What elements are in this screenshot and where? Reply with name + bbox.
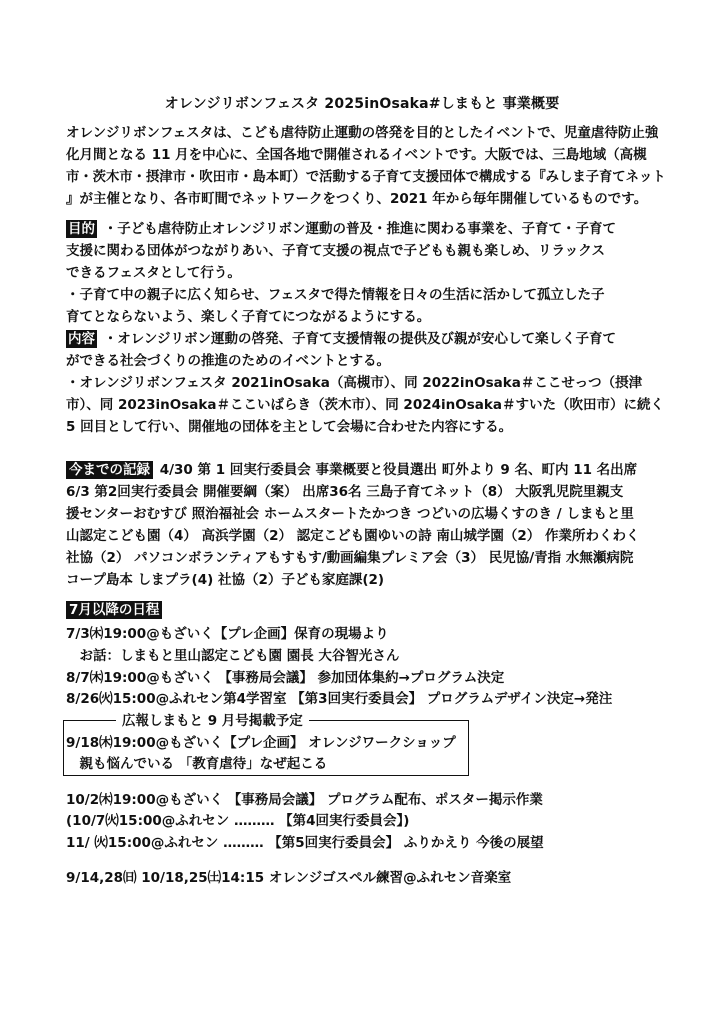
intro-line: オレンジリボンフェスタは、こども虐待防止運動の啓発を目的としたイベントで、児童虐待防止強 xyxy=(66,125,659,141)
records-line: 社協（2） パソコンボランティアもすもす/動画編集プレミア会（3） 民児協/青指 水無瀬病院 xyxy=(66,550,634,566)
purpose-label: 目的 xyxy=(68,221,95,237)
records-line: 6/3 第2回実行委員会 開催要綱（案） 出席36名 三島子育てネット（8） 大阪乳児院里親支 xyxy=(66,484,624,500)
notice-label: 広報しまもと 9 月号掲載予定 xyxy=(116,711,309,731)
content-line: 5 回目として行い、開催地の団体を主として会場に合わせた内容にする。 xyxy=(66,419,513,435)
notice-line: 9/18㈭19:00@もざいく【プレ企画】 オレンジワークショップ xyxy=(66,735,456,751)
intro-line: 化月間となる 11 月を中心に、全国各地で開催されるイベントです。大阪では、三島地域（高槻 xyxy=(66,147,647,163)
purpose-line: ・子育て中の親子に広く知らせ、フェスタで得た情報を日々の生活に活かして孤立した子 xyxy=(66,287,605,303)
content-line: ・オレンジリボン運動の啓発、子育て支援情報の提供及び親が安心して楽しく子育て xyxy=(99,331,617,347)
schedule-line: 11/ ㈫15:00@ふれセン ……… 【第5回実行委員会】 ふりかえり 今後の展望 xyxy=(66,835,544,851)
purpose-line: 支援に関わる団体がつながりあい、子育て支援の視点で子どもも親も楽しめ、リラックス xyxy=(66,243,606,259)
schedule-line: 9/14,28㈰ 10/18,25㈯14:15 オレンジゴスペル練習@ふれセン音楽室 xyxy=(66,870,512,886)
records-line: コープ島本 しまプラ(4) 社協（2）子ども家庭課(2) xyxy=(66,572,385,588)
schedule-line: 10/2㈭19:00@もざいく 【事務局会議】 プログラム配布、ポスター掲示作業 xyxy=(66,792,543,808)
records-line: 4/30 第 1 回実行委員会 事業概要と役員選出 町外より 9 名、町内 11 名出席 xyxy=(155,462,638,478)
schedule-line: 7/3㈭19:00@もざいく【プレ企画】保育の現場より xyxy=(66,626,389,642)
content-line: 市）、同 2023inOsaka＃ここいばらき（茨木市）、同 2024inOsaka＃すいた（吹田市）に続く xyxy=(66,397,664,413)
intro-line: 市・茨木市・摂津市・吹田市・島本町）で活動する子育て支援団体で構成する『みしま子育てネット xyxy=(66,169,666,185)
content-line: ができる社会づくりの推進のためのイベントとする。 xyxy=(66,353,390,369)
records-line: 山認定こども園（4） 高浜学園（2） 認定こども園ゆいの詩 南山城学園（2） 作業所わくわく xyxy=(66,528,640,544)
schedule-line: 8/7㈭19:00@もざいく 【事務局会議】 参加団体集約→プログラム決定 xyxy=(66,670,505,686)
content-label: 内容 xyxy=(68,331,95,347)
notice-line: 親も悩んでいる 「教育虐待」なぜ起こる xyxy=(66,756,328,772)
schedule-label: 7月以降の日程 xyxy=(66,601,162,619)
schedule-line: (10/7㈫15:00@ふれセン ……… 【第4回実行委員会】) xyxy=(66,813,410,829)
purpose-line: できるフェスタとして行う。 xyxy=(66,265,241,281)
schedule-line: 8/26㈫15:00@ふれセン第4学習室 【第3回実行委員会】 プログラムデザイン決定→発注 xyxy=(66,691,613,707)
intro-line: 』が主催となり、各市町間でネットワークをつくり、2021 年から毎年開催しているものです。 xyxy=(66,191,648,207)
records-line: 援センターおむすび 照治福祉会 ホームスタートたかつき つどいの広場くすのき / しまもと里 xyxy=(66,506,634,522)
purpose-line: 育てとならないよう、楽しく子育てにつながるようにする。 xyxy=(66,309,431,325)
schedule-line: お話：しまもと里山認定こども園 園長 大谷智光さん xyxy=(66,648,400,664)
records-label: 今までの記録 xyxy=(66,461,153,479)
document-title: オレンジリボンフェスタ 2025inOsaka#しまもと 事業概要 xyxy=(164,96,560,112)
content-line: ・オレンジリボンフェスタ 2021inOsaka（高槻市）、同 2022inOsaka＃ここせっつ（摂津 xyxy=(66,375,643,391)
purpose-line: ・子ども虐待防止オレンジリボン運動の普及・推進に関わる事業を、子育て・子育て xyxy=(99,221,617,237)
